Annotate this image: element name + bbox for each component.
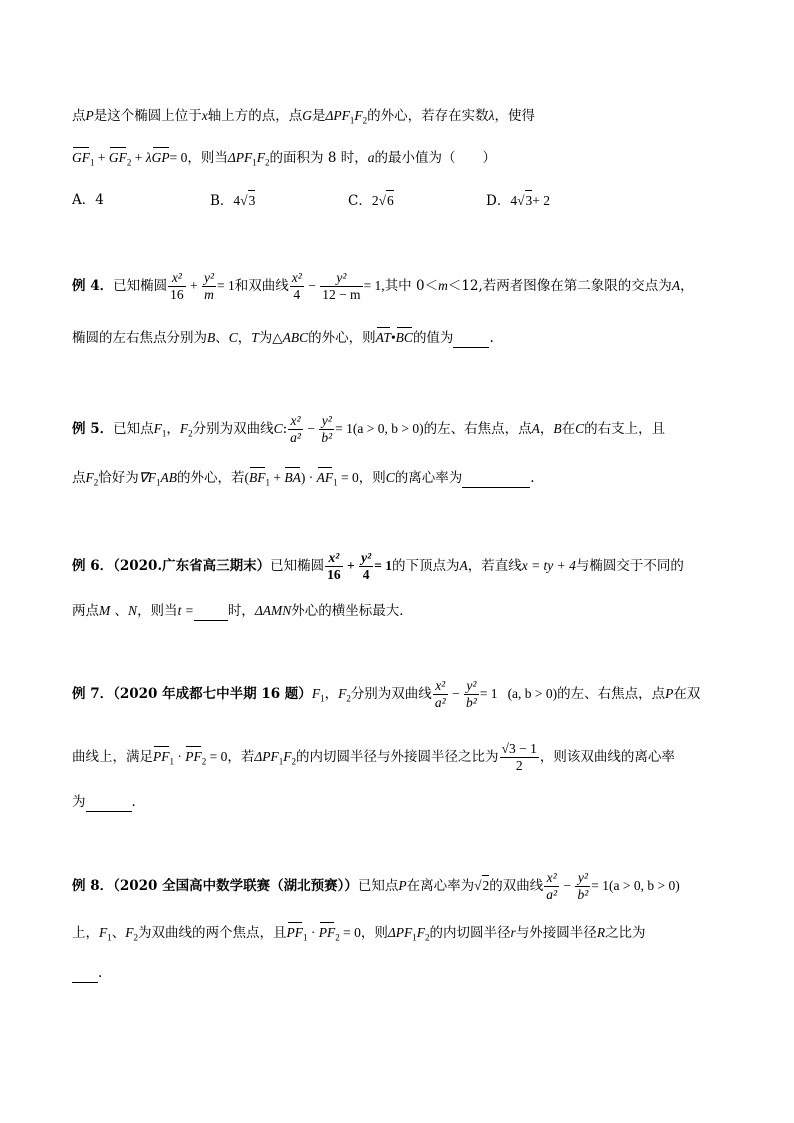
text: 已知点	[357, 878, 399, 894]
vector-at: AT	[376, 328, 391, 348]
text: 在离心率为	[406, 878, 475, 894]
text: 的离心率为	[394, 470, 463, 486]
text: 点	[72, 470, 86, 486]
option-d-coef: 4	[510, 193, 518, 208]
vector-ba: BA	[284, 468, 301, 488]
text: ，若直线	[467, 558, 522, 574]
text: 是这个椭圆上位于	[93, 108, 202, 124]
var-p: P	[85, 108, 94, 123]
ex7-line1: 例 7．（2020 年成都七中半期 16 题）$F_1$，$F_2$分别为双曲线 $\frac{\text{x²}}{\text{a²}}$ − $\frac{\text{y²}}{\text{b²}}$ = 1 (a, b > 0)的左、右焦点，点P在双	[72, 678, 701, 710]
fraction: $\frac{√3 - 1}{2}$	[501, 741, 537, 773]
text: 的双曲线	[489, 878, 544, 894]
option-d-tail: + 2	[532, 193, 550, 208]
text: ，则该双曲线的离心率	[539, 749, 675, 765]
text: ，则当	[137, 603, 178, 619]
text: ＜12,若两者图像在第二象限的交点为	[447, 278, 672, 294]
text: 与椭圆交于不同的	[575, 558, 684, 574]
text: ，若	[227, 749, 255, 765]
ex8-line1: 例 8．（2020 全国高中数学联赛（湖北预赛））已知点P在离心率为√2的双曲线 $\frac{\text{x²}}{\text{a²}}$ − $\frac{\text{y²}}{\text{b²}}$ = 1(a > 0, b > 0)	[72, 870, 680, 902]
fraction: $\frac{\text{x²}}{\text{a²}}$	[290, 413, 301, 445]
example-label: 例 6．（2020.广东省高三期末）	[72, 558, 271, 574]
text: 椭圆的左右焦点分别为	[72, 330, 207, 346]
vector-af1: AF	[317, 468, 334, 488]
text: 的值为	[412, 330, 454, 346]
option-b[interactable]: B．4√3	[210, 190, 255, 211]
text: 分别为双曲线	[192, 421, 274, 437]
text: 曲线上，满足	[72, 749, 153, 765]
fraction: $\frac{\text{y²}}{\text{b²}}$	[321, 413, 333, 445]
text: 轴上方的点，点	[207, 108, 303, 124]
answer-blank[interactable]	[194, 606, 228, 621]
text: 之比为	[605, 925, 646, 941]
text: 为双曲线的两个焦点，且	[138, 925, 287, 941]
triangle-pf1f2: ΔPF	[325, 108, 350, 123]
answer-blank[interactable]	[86, 797, 132, 812]
example-label: 例 4．	[72, 278, 114, 294]
vector-bc: BC	[396, 328, 413, 348]
fraction: $\frac{\text{y²}}{12 - m}$	[322, 270, 361, 302]
text: 点	[72, 108, 86, 124]
vector-gf2: GF	[109, 148, 127, 168]
text: 是	[312, 108, 326, 124]
var-lambda: λ	[488, 108, 495, 123]
text: 已知椭圆	[113, 278, 168, 294]
fraction: $\frac{\text{y²}}{4}$	[361, 550, 372, 582]
ex4-line2: 椭圆的左右焦点分别为B、C，T为△ABC的外心，则AT•BC的值为 .	[72, 330, 494, 346]
option-c[interactable]: C．2√6	[348, 190, 394, 211]
ex7-line2: 曲线上，满足$PF_1 \cdot PF_2 = 0$，若$\Delta PF_1F_2$的内切圆半径与外接圆半径之比为 $\frac{√3 - 1}{2}$ ，则该双曲线的离心率	[72, 741, 675, 773]
text: 的内切圆半径	[429, 925, 511, 941]
text: 分别为双曲线	[350, 686, 432, 702]
text: 上，	[72, 925, 99, 941]
text: 的面积为 8 时，	[269, 150, 368, 166]
text: = 0	[169, 150, 188, 165]
fraction: $\frac{\text{y²}}{\text{b²}}$	[577, 870, 589, 902]
example-label: 例 7．（2020 年成都七中半期 16 题）	[72, 686, 312, 702]
fraction: $\frac{\text{x²}}{4}$	[291, 270, 302, 302]
fraction: $\frac{\text{y²}}{\text{b²}}$	[466, 678, 477, 710]
ex5-line2: 点$F_2$恰好为$\nabla F_1AB$的外心，若$(BF_1 + BA) \cdot AF_1 = 0$，则C的离心率为 .	[72, 470, 535, 488]
text: 的外心，若	[177, 470, 245, 486]
text: 两点	[72, 603, 99, 619]
answer-blank[interactable]	[72, 968, 98, 983]
ex8-line3: .	[72, 963, 102, 983]
ex5-line1: 例 5．已知点$F_1$，$F_2$分别为双曲线C: $\frac{\text{x²}}{\text{a²}}$ − $\frac{\text{y²}}{\text{b²}}$ = 1(a > 0, b > 0)的左、右焦点，点A，B在C的右支上，且	[72, 413, 666, 445]
var-g: G	[302, 108, 312, 123]
var-a: a	[367, 150, 375, 165]
triangle-pf1f2: ΔPF	[227, 150, 253, 165]
text: 的内切圆半径与外接圆半径之比为	[296, 749, 499, 765]
text: 时，	[227, 603, 255, 619]
text: 的左、右焦点，点	[423, 421, 532, 437]
ex7-line3: 为 ．	[72, 794, 145, 810]
ex6-line1: 例 6．（2020.广东省高三期末）已知椭圆 $\frac{\text{x²}}{16}$ + $\frac{\text{y²}}{4}$ = 1的下顶点为A，若直线x = ty + 4与椭圆交于不同的	[72, 550, 684, 582]
text: 在	[561, 421, 576, 437]
fraction: $\frac{\text{y²}}{m}$	[203, 270, 215, 302]
option-c-radicand: 6	[386, 190, 394, 211]
text: 和双曲线	[234, 278, 289, 294]
text: 为△	[258, 330, 283, 346]
vector-pf1: PF	[153, 747, 170, 767]
option-d[interactable]: D．4√3+ 2	[486, 190, 550, 211]
text: ，则当	[187, 150, 228, 166]
text: 在双	[673, 686, 701, 702]
option-d-label: D．	[486, 193, 511, 209]
p1-line2: $GF_1 + GF_2 + \lambda GP= 0$，则当$\Delta PF_1F_2$的面积为 8 时，a的最小值为（ ）	[72, 150, 496, 168]
text: 的左、右焦点，点	[557, 686, 666, 702]
vector-gp: GP	[152, 148, 170, 168]
ex8-line2: 上，$F_1$、$F_2$为双曲线的两个焦点，且$PF_1 \cdot PF_2 = 0$，则$\Delta PF_1F_2$的内切圆半径r与外接圆半径R之比为	[72, 925, 646, 943]
text: 的外心，则	[308, 330, 376, 346]
example-label: 例 8．（2020 全国高中数学联赛（湖北预赛））	[72, 878, 358, 894]
text: 的右支上，且	[584, 421, 666, 437]
answer-blank[interactable]	[453, 333, 489, 348]
text: ，则	[360, 925, 388, 941]
text: 恰好为	[98, 470, 139, 486]
text: 的下顶点为	[391, 558, 460, 574]
option-c-coef: 2	[371, 193, 379, 208]
p1-options	[72, 190, 722, 212]
vector-pf1: PF	[287, 923, 304, 943]
option-d-radicand: 3	[525, 190, 533, 211]
fraction: $\frac{\text{x²}}{\text{a²}}$	[434, 678, 446, 710]
text: 已知点	[113, 421, 154, 437]
option-b-coef: 4	[233, 193, 241, 208]
var-x: x	[201, 108, 208, 123]
option-b-radicand: 3	[248, 190, 256, 211]
text: 与外接圆半径	[515, 925, 597, 941]
text: 其中 0＜	[384, 278, 439, 294]
example-label: 例 5．	[72, 421, 114, 437]
text: ，则	[358, 470, 386, 486]
answer-blank[interactable]	[462, 473, 530, 488]
text: 已知椭圆	[270, 558, 325, 574]
option-a-text: A．4	[72, 192, 104, 208]
fraction: $\frac{\text{x²}}{16}$	[170, 270, 184, 302]
fraction: $\frac{\text{x²}}{\text{a²}}$	[546, 870, 558, 902]
text: 外心的横坐标最大．	[291, 603, 413, 619]
vector-pf2: PF	[185, 747, 202, 767]
text: 为	[72, 794, 86, 810]
option-a[interactable]	[72, 190, 104, 210]
vector-pf2: PF	[319, 923, 336, 943]
ex6-line2: 两点M 、N，则当t = 时，ΔAMN外心的横坐标最大．	[72, 603, 413, 619]
p1-line1: 点P是这个椭圆上位于x轴上方的点，点G是$\Delta PF_1F_2$的外心，若存在实数λ，使得	[72, 108, 536, 126]
fraction: $\frac{\text{x²}}{16}$	[327, 550, 341, 582]
vector-gf1: GF	[72, 148, 90, 168]
option-c-label: C．	[348, 193, 372, 209]
text: ，使得	[494, 108, 536, 124]
text: 的最小值为（ ）	[374, 150, 496, 166]
option-b-label: B．	[210, 193, 234, 209]
text: 的外心，若存在实数	[367, 108, 489, 124]
vector-bf1: BF	[249, 468, 266, 488]
ex4-line1: 例 4．已知椭圆 $\frac{\text{x²}}{16}$ + $\frac{\text{y²}}{m}$ = 1和双曲线 $\frac{\text{x²}}{4}$ − $\frac{\text{y²}}{12 - m}$ = 1,其中 0＜m＜12,若两者图像在第二象限的交点为A，	[72, 270, 694, 302]
